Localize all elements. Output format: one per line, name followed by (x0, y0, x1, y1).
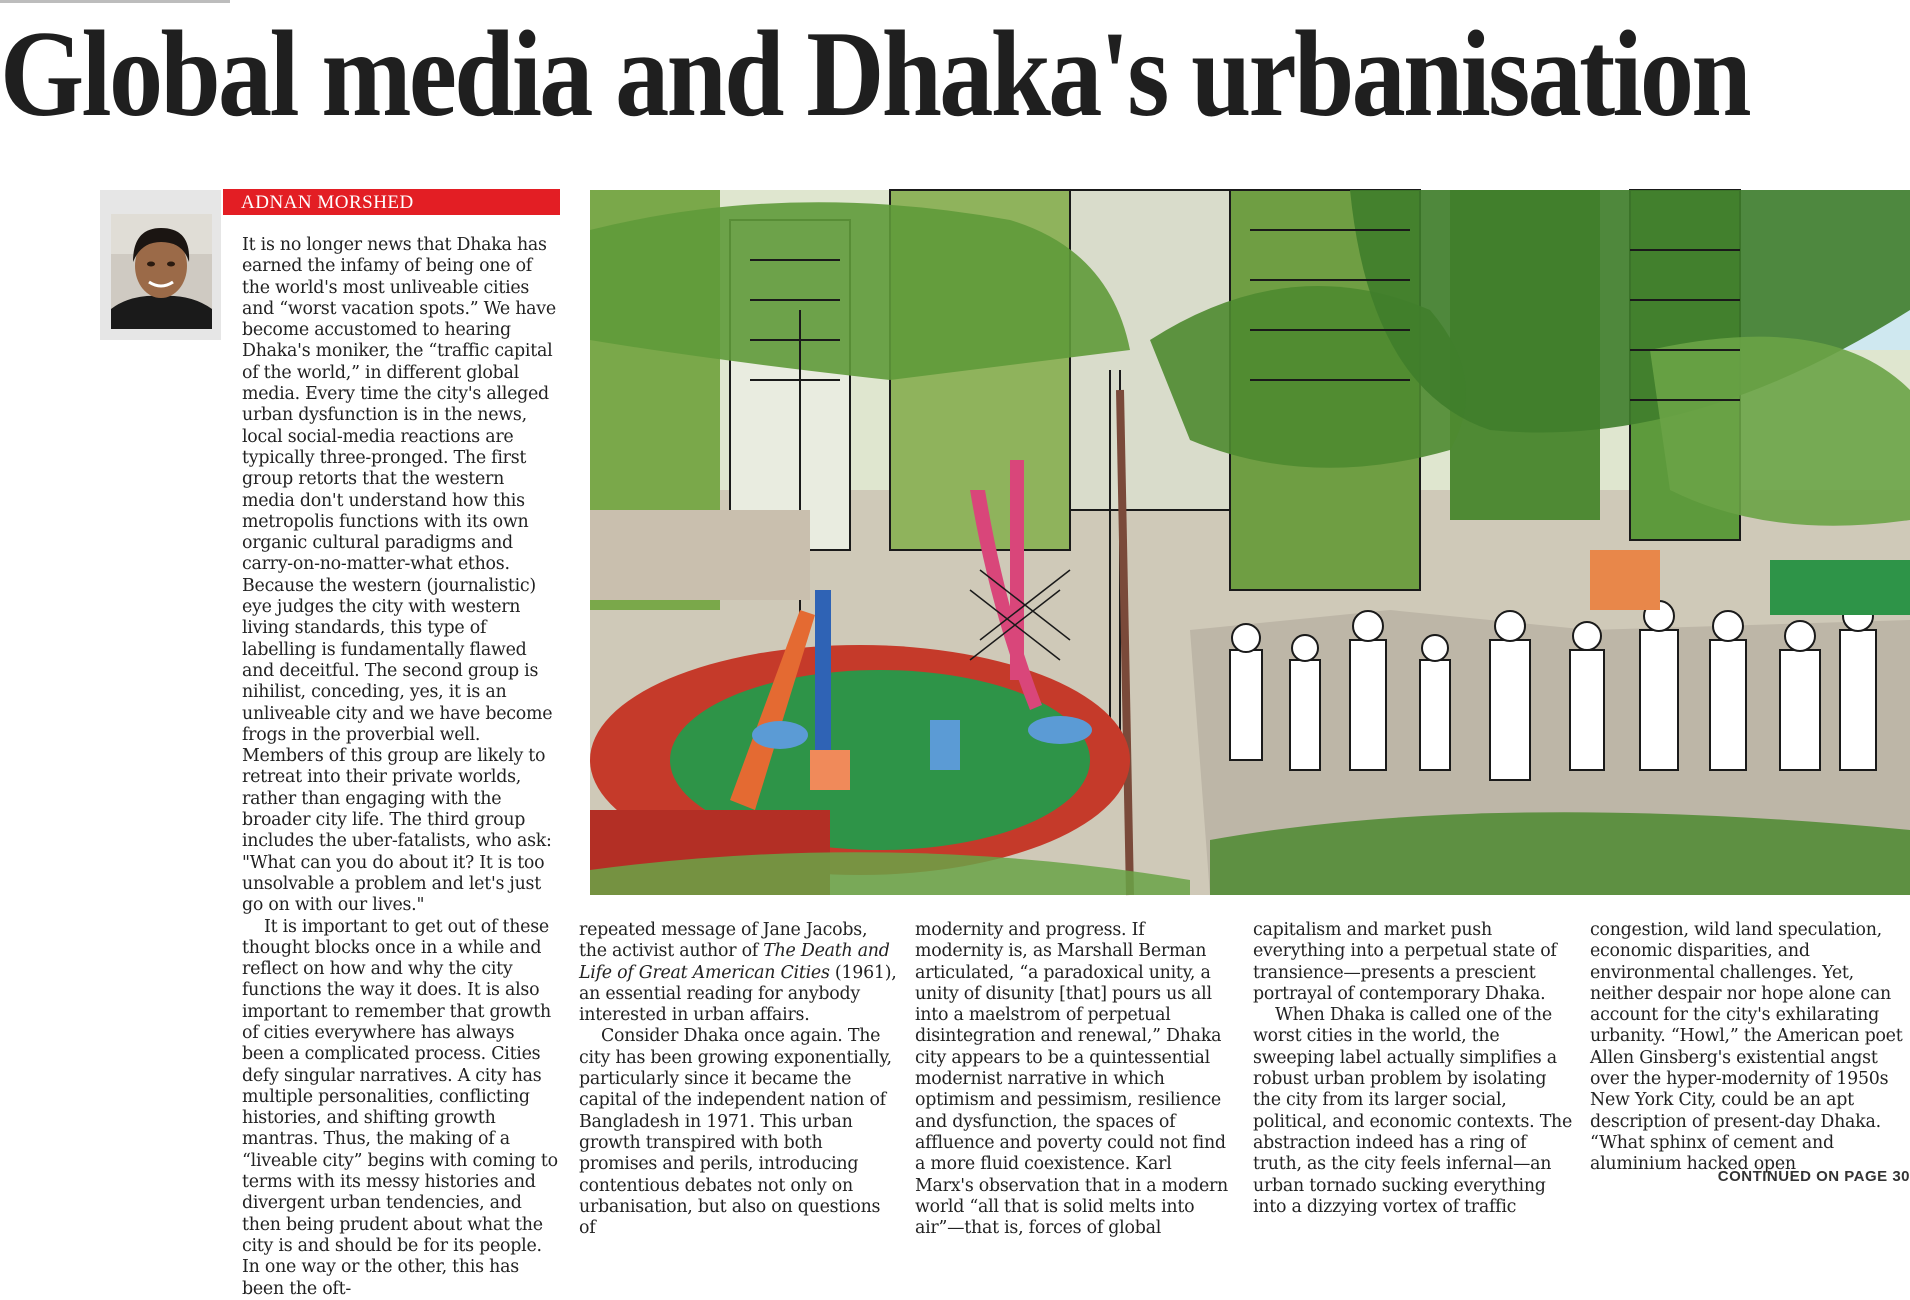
paragraph: modernity and progress. If modernity is, as Marshall Berman articulated, “a paradoxical unity, a unity of disunity [that] pours us all into a maelstrom of perpetual disintegration and renewal,” Dhaka city appears to be a quintessential modernist narrative in which optimism and pessimism, resilience and dysfunction, the spaces of affluence and poverty could not find a more fluid coexistence. Karl Marx's observation that in a modern world “all that is solid melts into air”—that is, forces of global (915, 920, 1229, 1239)
urban-park-sketch-icon (590, 190, 1910, 895)
paragraph: Consider Dhaka once again. The city has been growing exponentially, particularly since it became the capital of the independent nation of Bangladesh in 1971. This urban growth transpired with both promises and perils, introducing contentious debates not only on urbanisation, but also on questions of (579, 1026, 892, 1239)
column-4 (1253, 920, 1573, 1217)
continued-note: CONTINUED ON PAGE 30 (1717, 1168, 1910, 1185)
byline: ADNAN MORSHED (241, 192, 414, 213)
paragraph: capitalism and market push everything into a perpetual state of transience—presents a prescient portrayal of contemporary Dhaka. (1253, 920, 1557, 1004)
column-1 (242, 235, 558, 1299)
column-3 (915, 920, 1235, 1239)
paragraph (579, 920, 897, 1026)
book-title: The Death and Life of Great American Cities (579, 941, 890, 983)
text-run: (1961), an essential reading for anybody interested in urban affairs. (579, 962, 897, 1026)
paragraph: When Dhaka is called one of the worst cities in the world, the sweeping label actually simplifies a robust urban problem by isolating the city from its larger social, political, and economic contexts. The abstraction indeed has a ring of truth, as the city feels infernal—an urban tornado sucking everything into a dizzying vortex of traffic (1253, 1005, 1573, 1217)
text-run: repeated message of Jane Jacobs, the activist author of (579, 920, 868, 962)
column-2 (579, 920, 897, 1239)
paragraph: It is important to get out of these thought blocks once in a while and reflect on how and why the city functions the way it does. It is also important to remember that growth of cities everywhere has always been a complicated process. Cities defy singular narratives. A city has multiple personalities, conflicting histories, and shifting growth mantras. Thus, the making of a “liveable city” begins with coming to terms with its messy histories and divergent urban tendencies, and then being prudent about what the city is and should be for its people. In one way or the other, this has been the oft- (242, 916, 558, 1299)
paragraph: congestion, wild land speculation, economic disparities, and environmental challenges. Yet, neither despair nor hope alone can account for the city's exhilarating urbanity. “Howl,” the American poet Allen Ginsberg's existential angst over the hyper-modernity of 1950s New York City, could be an apt description of present-day Dhaka. “What sphinx of cement and aluminium hacked open (1590, 920, 1903, 1175)
column-5 (1590, 920, 1908, 1175)
paragraph: It is no longer news that Dhaka has earned the infamy of being one of the world's most unliveable cities and “worst vacation spots.” We have become accustomed to hearing Dhaka's moniker, the “traffic capital of the world,” in different global media. Every time the city's alleged urban dysfunction is in the news, local social-media reactions are typically three-pronged. The first group retorts that the western media don't understand how this metropolis functions with its own organic cultural paradigms and carry-on-no-matter-what ethos. Because the western (journalistic) eye judges the city with western living standards, this type of labelling is fundamentally flawed and deceitful. The second group is nihilist, conceding, yes, it is an unliveable city and we have become frogs in the proverbial well. Members of this group are likely to retreat into their private worlds, rather than engaging with the broader city life. The third group includes the uber-fatalists, who ask: "What can you do about it? It is too unsolvable a problem and let's just go on with our lives." (242, 235, 556, 916)
author-photo (111, 214, 212, 329)
headline: Global media and Dhaka's urbanisation (0, 5, 1749, 142)
top-rule (0, 0, 230, 3)
